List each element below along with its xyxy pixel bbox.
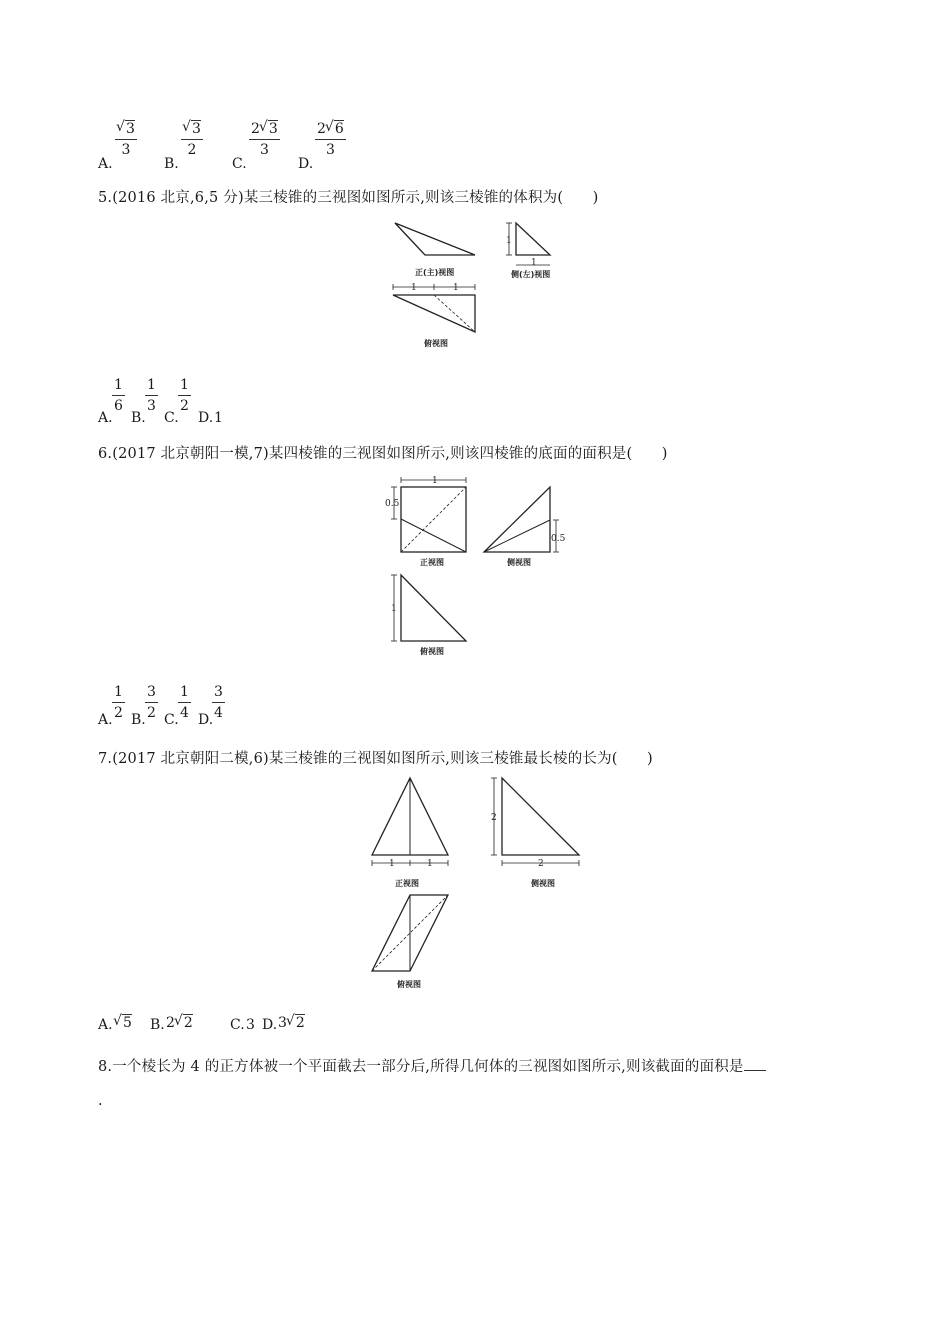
q5-stem: 5.(2016 北京,6,5 分)某三棱锥的三视图如图所示,则该三棱锥的体积为( ) (98, 190, 599, 206)
option-letter: C. (230, 1017, 245, 1033)
answer-blank[interactable] (744, 1058, 766, 1071)
q5-front-view (395, 223, 475, 255)
q6-front-height-label: 0.5 (385, 499, 400, 509)
option-letter: B. (131, 712, 146, 728)
q8-stem (98, 1055, 766, 1076)
fraction: √ $\frac{3}{2}$ (181, 122, 203, 157)
q6-top-view (401, 575, 466, 641)
q6-front-width-label: 1 (432, 476, 438, 486)
fraction: $\frac{3}{4}$ (214, 684, 223, 721)
q6-stem: 6.(2017 北京朝阳一模,7)某四棱锥的三视图如图所示,则该四棱锥的底面的面积是( ) (98, 446, 668, 462)
option-letter: D. (262, 1017, 278, 1033)
option-letter: A. (98, 712, 113, 728)
fraction: $\frac{1}{6}$ (114, 377, 123, 414)
q6-top-label: 俯视图 (420, 647, 444, 656)
q5-top-width-label: 1 (411, 283, 417, 293)
q5-front-label: 正(主)视图 (415, 268, 455, 277)
option-letter: C. (232, 156, 247, 172)
q7-side-view (502, 778, 579, 855)
option-letter: D. (198, 712, 214, 728)
q7-front-label: 正视图 (395, 879, 419, 888)
q4-options (98, 122, 358, 172)
option-letter: D. (198, 410, 214, 426)
fraction: $\frac{1}{2}$ (180, 377, 189, 414)
option-value: 2√ 2 (166, 1015, 193, 1031)
option-letter: A. (98, 410, 113, 426)
q6-options (98, 685, 298, 731)
option-value: 1 (214, 410, 223, 426)
option-letter: A. (98, 156, 113, 172)
q5-side-height-label: 1 (506, 236, 512, 246)
q5-top-view (393, 295, 475, 332)
q7-stem: 7.(2017 北京朝阳二模,6)某三棱锥的三视图如图所示,则该三棱锥最长棱的长为( ) (98, 751, 653, 767)
q7-front-width-label: 1 (427, 859, 433, 869)
q7-top-label: 俯视图 (397, 980, 421, 989)
q7-side-width-label: 2 (538, 859, 544, 869)
fraction: $\frac{3}{2}$ (147, 684, 156, 721)
q5-side-label: 侧(左)视图 (511, 270, 551, 279)
fraction: $\frac{1}{2}$ (114, 684, 123, 721)
q6-side-label: 侧视图 (507, 558, 531, 567)
option-letter: B. (164, 156, 179, 172)
q5-top-width-label: 1 (453, 283, 459, 293)
q8-tail: . (98, 1093, 103, 1109)
option-letter: D. (298, 156, 314, 172)
q7-side-label: 侧视图 (531, 879, 555, 888)
option-letter: C. (164, 712, 179, 728)
option-letter: B. (131, 410, 146, 426)
fraction: √ $\frac{3}{3}$ (115, 122, 137, 157)
option-letter: B. (150, 1017, 165, 1033)
fraction: $\frac{2√ 6}{3}$ (315, 122, 346, 157)
q5-options (98, 378, 298, 424)
fraction: $\frac{2√ 3}{3}$ (249, 122, 280, 157)
q7-front-width-label: 1 (389, 859, 395, 869)
option-letter: A. (98, 1017, 113, 1033)
q5-side-view (516, 223, 550, 255)
fraction: $\frac{1}{3}$ (147, 377, 156, 414)
q7-options (98, 1013, 328, 1037)
q7-side-height-label: 2 (491, 813, 497, 823)
q6-top-height-label: 1 (391, 604, 397, 614)
option-value: 3√ 2 (278, 1015, 305, 1031)
q7-three-view-figure (365, 775, 590, 995)
option-value: √ 5 (114, 1015, 132, 1031)
q5-three-view-figure (385, 215, 565, 355)
q5-side-width-label: 1 (531, 258, 537, 268)
option-value: 3 (246, 1017, 255, 1033)
option-letter: C. (164, 410, 179, 426)
q6-side-view (484, 487, 550, 552)
q8-text: 8.一个棱长为 4 的正方体被一个平面截去一部分后,所得几何体的三视图如图所示,则该截面的面积是 (98, 1059, 744, 1075)
fraction: $\frac{1}{4}$ (180, 684, 189, 721)
q6-side-height-label: 0.5 (551, 534, 566, 544)
q6-three-view-figure (380, 475, 580, 660)
q6-front-label: 正视图 (420, 558, 444, 567)
q5-top-label: 俯视图 (424, 339, 448, 348)
